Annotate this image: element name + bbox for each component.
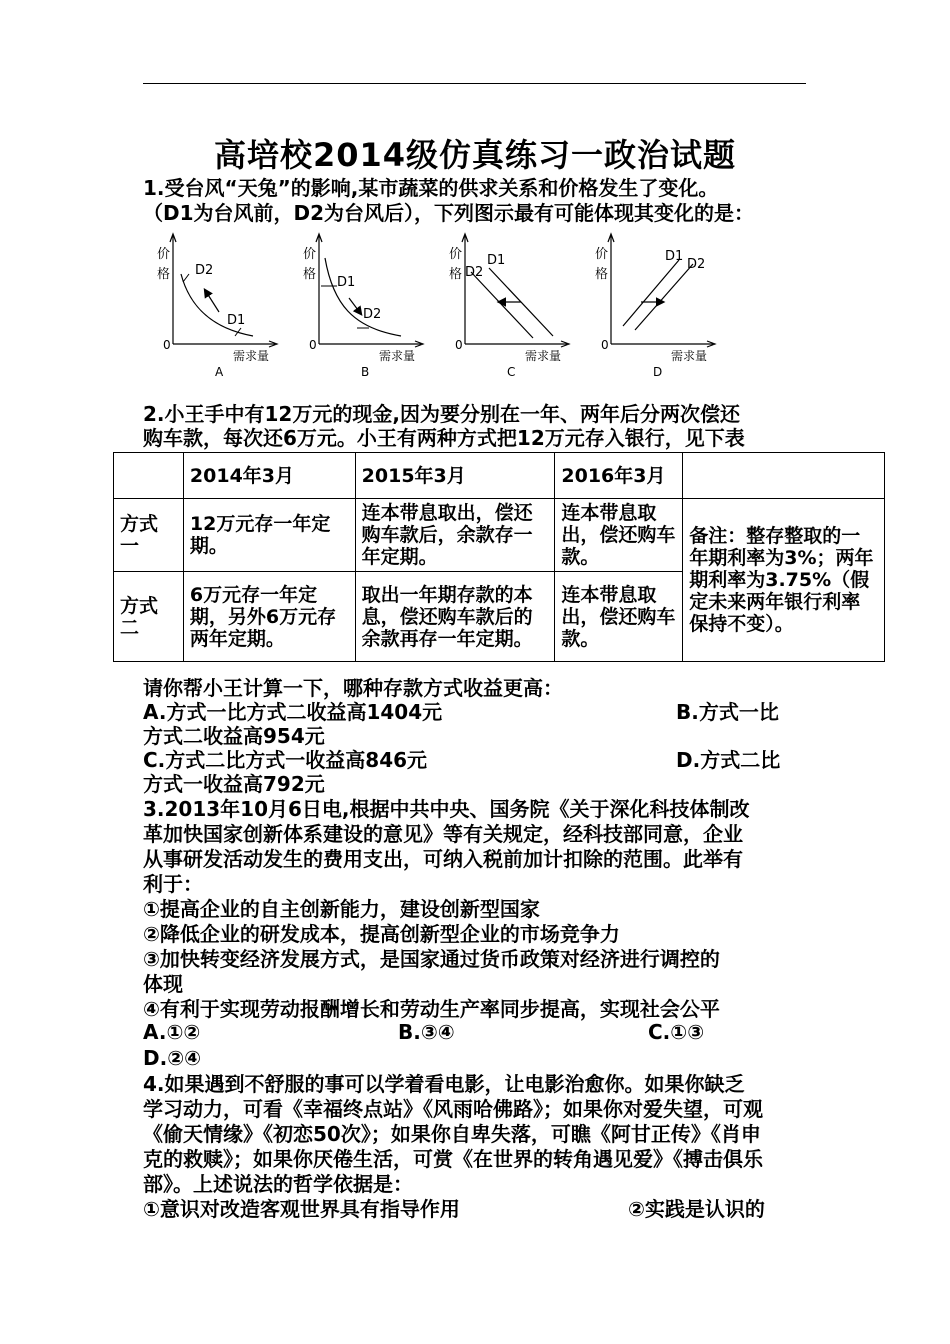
curve-label-b: D1 <box>487 253 506 268</box>
q2-line2: 购车款，每次还6万元。小王有两种方式把12万元存入银行，见下表 <box>143 426 745 450</box>
q1-line2: （D1为台风前，D2为台风后），下列图示最有可能体现其变化的是： <box>143 201 755 225</box>
row-label: 方式一 <box>114 499 184 572</box>
q4-line3: 《偷天情缘》《初恋50次》；如果你自卑失落，可瞧《阿甘正传》《肖申 <box>143 1122 761 1146</box>
graph-a <box>143 232 283 382</box>
graph-c <box>435 232 575 382</box>
deposit-table <box>113 452 885 662</box>
curve-label-b: D2 <box>687 257 706 272</box>
origin-label: 0 <box>601 338 609 352</box>
q4-line5: 部》。上述说法的哲学依据是： <box>143 1172 413 1196</box>
axis-y-top: 价 <box>303 247 317 262</box>
q2-prompt: 请你帮小王计算一下，哪种存款方式收益更高： <box>143 676 563 700</box>
q2-line1: 2.小王手中有12万元的现金,因为要分别在一年、两年后分两次偿还 <box>143 402 740 426</box>
table-header-row <box>114 453 885 499</box>
q2-option-a: A.方式一比方式二收益高1404元 <box>143 700 443 724</box>
table-cell: 连本带息取出，偿还购车款后，余款存一年定期。 <box>355 499 555 572</box>
q2-option-c: C.方式二比方式一收益高846元 <box>143 748 428 772</box>
q2-option-b-cont: 方式二收益高954元 <box>143 724 325 748</box>
q1-graphs <box>143 232 783 382</box>
q4-item1: ①意识对改造客观世界具有指导作用 <box>143 1197 460 1221</box>
q3-line3: 从事研发活动发生的费用支出，可纳入税前加计扣除的范围。此举有 <box>143 847 743 871</box>
q3-option-b: B.③④ <box>398 1020 455 1044</box>
header-cell: 2015年3月 <box>355 453 555 499</box>
table-cell: 6万元存一年定期，另外6万元存两年定期。 <box>183 572 355 662</box>
header-cell: 2016年3月 <box>555 453 683 499</box>
table-cell: 12万元存一年定期。 <box>183 499 355 572</box>
graph-d <box>581 232 721 382</box>
graph-letter: A <box>215 365 224 379</box>
q3-item3-cont: 体现 <box>143 972 183 996</box>
axis-x-label: 需求量 <box>671 349 708 363</box>
origin-label: 0 <box>455 338 463 352</box>
curve-label-a: D1 <box>665 249 684 264</box>
axis-y-top: 价 <box>449 247 463 262</box>
q3-item1: ①提高企业的自主创新能力，建设创新型国家 <box>143 897 540 921</box>
demand-curve <box>325 258 401 336</box>
header-cell <box>683 453 885 499</box>
curve-label-a: D2 <box>465 265 484 280</box>
q2-option-b: B.方式一比 <box>676 700 779 724</box>
shift-arrow <box>205 290 219 312</box>
header-cell <box>114 453 184 499</box>
axis-y-top: 价 <box>157 247 171 262</box>
q1-line1: 1.受台风“天兔”的影响,某市蔬菜的供求关系和价格发生了变化。 <box>143 176 719 200</box>
q3-option-c: C.①③ <box>648 1020 705 1044</box>
origin-label: 0 <box>163 338 171 352</box>
axis-y-bottom: 格 <box>595 267 609 282</box>
q4-item2: ②实践是认识的 <box>628 1197 765 1221</box>
axis-y-bottom: 格 <box>157 267 171 282</box>
graph-letter: C <box>507 365 516 379</box>
supply-line-d1 <box>623 260 679 326</box>
table-cell: 取出一年期存款的本息，偿还购车款后的余款再存一年定期。 <box>355 572 555 662</box>
q4-line4: 克的救赎》；如果你厌倦生活，可赏《在世界的转角遇见爱》《搏击俱乐 <box>143 1147 763 1171</box>
header-rule <box>143 83 806 84</box>
axis-x-label: 需求量 <box>233 349 270 363</box>
q3-item4: ④有利于实现劳动报酬增长和劳动生产率同步提高，实现社会公平 <box>143 997 720 1021</box>
q3-option-d: D.②④ <box>143 1046 202 1070</box>
q4-line2: 学习动力，可看《幸福终点站》《风雨哈佛路》；如果你对爱失望，可观 <box>143 1097 763 1121</box>
shift-arrow <box>349 298 361 314</box>
supply-line-d2 <box>635 264 693 330</box>
q3-option-a: A.①② <box>143 1020 201 1044</box>
note-cell: 备注：整存整取的一年期利率为3%；两年期利率为3.75%（假定未来两年银行利率保持不变）。 <box>683 499 885 662</box>
q3-line2: 革加快国家创新体系建设的意见》等有关规定，经科技部同意，企业 <box>143 822 743 846</box>
axis-x-label: 需求量 <box>379 349 416 363</box>
origin-label: 0 <box>309 338 317 352</box>
axis-y-bottom: 格 <box>303 267 317 282</box>
page-title: 高培校2014级仿真练习一政治试题 <box>213 136 737 174</box>
table-row <box>114 499 885 572</box>
graph-letter: B <box>361 365 370 379</box>
q2-option-d: D.方式二比 <box>676 748 781 772</box>
axis-y-top: 价 <box>595 247 609 262</box>
graph-letter: D <box>653 365 663 379</box>
curve-label-a: D2 <box>195 263 214 278</box>
q3-line1: 3.2013年10月6日电,根据中共中央、国务院《关于深化科技体制改 <box>143 797 750 821</box>
q3-item3: ③加快转变经济发展方式，是国家通过货币政策对经济进行调控的 <box>143 947 720 971</box>
header-cell: 2014年3月 <box>183 453 355 499</box>
curve-label-b: D2 <box>363 307 382 322</box>
q3-line4: 利于： <box>143 872 203 896</box>
curve-label-b: D1 <box>227 313 246 328</box>
q3-item2: ②降低企业的研发成本，提高创新型企业的市场竞争力 <box>143 922 620 946</box>
curve-label-a: D1 <box>337 275 356 290</box>
axis-x-label: 需求量 <box>525 349 562 363</box>
q2-option-d-cont: 方式一收益高792元 <box>143 772 325 796</box>
graph-b <box>289 232 429 382</box>
axis-y-bottom: 格 <box>449 267 463 282</box>
q4-line1: 4.如果遇到不舒服的事可以学着看电影，让电影治愈你。如果你缺乏 <box>143 1072 745 1096</box>
table-cell: 连本带息取出，偿还购车款。 <box>555 499 683 572</box>
row-label: 方式二 <box>114 572 184 662</box>
table-cell: 连本带息取出，偿还购车款。 <box>555 572 683 662</box>
